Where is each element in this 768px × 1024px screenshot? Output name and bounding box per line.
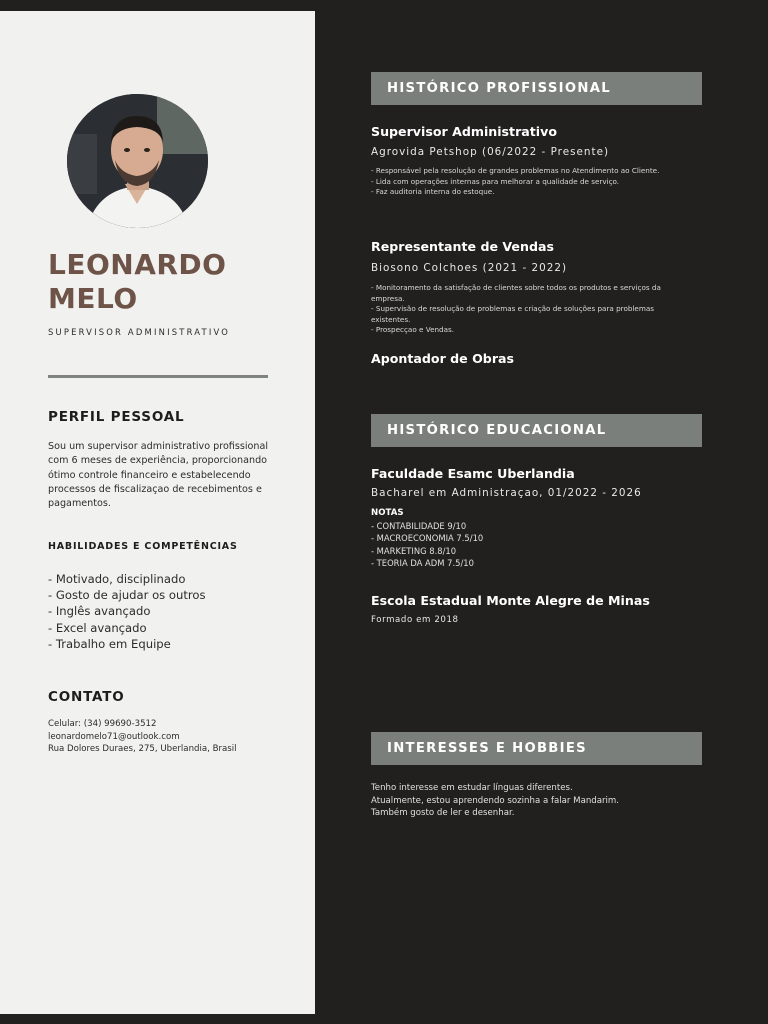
candidate-role: SUPERVISOR ADMINISTRATIVO — [48, 327, 231, 337]
job-title: Supervisor Administrativo — [371, 124, 557, 139]
skill-item: - Inglês avançado — [48, 604, 151, 619]
school-name: Escola Estadual Monte Alegre de Minas — [371, 593, 650, 608]
job-detail-line: - Faz auditoria interna do estoque. — [371, 187, 495, 197]
candidate-name: LEONARDO MELO — [48, 248, 227, 315]
profile-heading: PERFIL PESSOAL — [48, 409, 185, 425]
school-name: Faculdade Esamc Uberlandia — [371, 466, 575, 481]
job-detail-line: - Supervisão de resolução de problemas e criação de soluções para problemas existentes. — [371, 304, 654, 324]
education-history-banner: HISTÓRICO EDUCACIONAL — [371, 414, 702, 447]
contact-email[interactable]: leonardomelo71@outlook.com — [48, 731, 180, 742]
hobbies-line: Atualmente, estou aprendendo sozinha a falar Mandarim. — [371, 795, 620, 806]
note-item: - MACROECONOMIA 7.5/10 — [371, 533, 484, 544]
job-detail-line: - Lida com operações internas para melhorar a qualidade de serviço. — [371, 176, 620, 186]
contact-heading: CONTATO — [48, 689, 125, 705]
hobbies-banner: INTERESSES E HOBBIES — [371, 732, 702, 765]
skill-item: - Motivado, disciplinado — [48, 572, 186, 586]
skill-item: - Trabalho em Equipe — [48, 636, 171, 651]
job-detail-line: - Responsável pela resolução de grandes problemas no Atendimento ao Cliente. — [371, 166, 660, 175]
skill-item: - Excel avançado — [48, 620, 147, 635]
job-details — [371, 283, 691, 336]
skills-heading: HABILIDADES E COMPETÊNCIAS — [48, 541, 238, 552]
contact-block — [48, 718, 288, 756]
skills-list — [48, 571, 206, 652]
professional-history-banner: HISTÓRICO PROFISSIONAL — [371, 72, 702, 105]
school-status: Formado em 2018 — [371, 615, 459, 625]
profile-text: Sou um supervisor administrativo profissional com 6 meses de experiência, proporcionando ótimo controle financeiro e estabelecendo processos de fiscalizaçao de recebimentos e pagamentos. — [48, 441, 269, 510]
school-degree: Bacharel em Administraçao, 01/2022 - 2026 — [371, 487, 642, 499]
job-title: Apontador de Obras — [371, 351, 515, 366]
hobbies-line: Tenho interesse em estudar línguas diferentes. — [371, 783, 573, 793]
profile-photo — [67, 94, 208, 228]
contact-address: Rua Dolores Duraes, 275, Uberlandia, Brasil — [48, 744, 237, 755]
note-item: - TEORIA DA ADM 7.5/10 — [371, 558, 474, 569]
contact-phone: Celular: (34) 99690-3512 — [48, 719, 157, 729]
notes-label: NOTAS — [371, 508, 404, 518]
notes-list — [371, 520, 483, 570]
note-item: - MARKETING 8.8/10 — [371, 545, 457, 556]
sidebar — [0, 11, 315, 1014]
job-title: Representante de Vendas — [371, 239, 554, 254]
note-item: - CONTABILIDADE 9/10 — [371, 521, 467, 531]
job-company: Agrovida Petshop (06/2022 - Presente) — [371, 146, 610, 158]
skill-item: - Gosto de ajudar os outros — [48, 588, 206, 603]
hobbies-text — [371, 782, 691, 820]
job-detail-line: - Prospecçao e Vendas. — [371, 325, 455, 335]
job-company: Biosono Colchoes (2021 - 2022) — [371, 262, 568, 274]
divider — [48, 375, 268, 378]
job-details — [371, 166, 691, 198]
job-detail-line: - Monitoramento da satisfação de clientes sobre todos os produtos e serviços da empresa. — [371, 283, 661, 303]
hobbies-line: Também gosto de ler e desenhar. — [371, 808, 515, 819]
